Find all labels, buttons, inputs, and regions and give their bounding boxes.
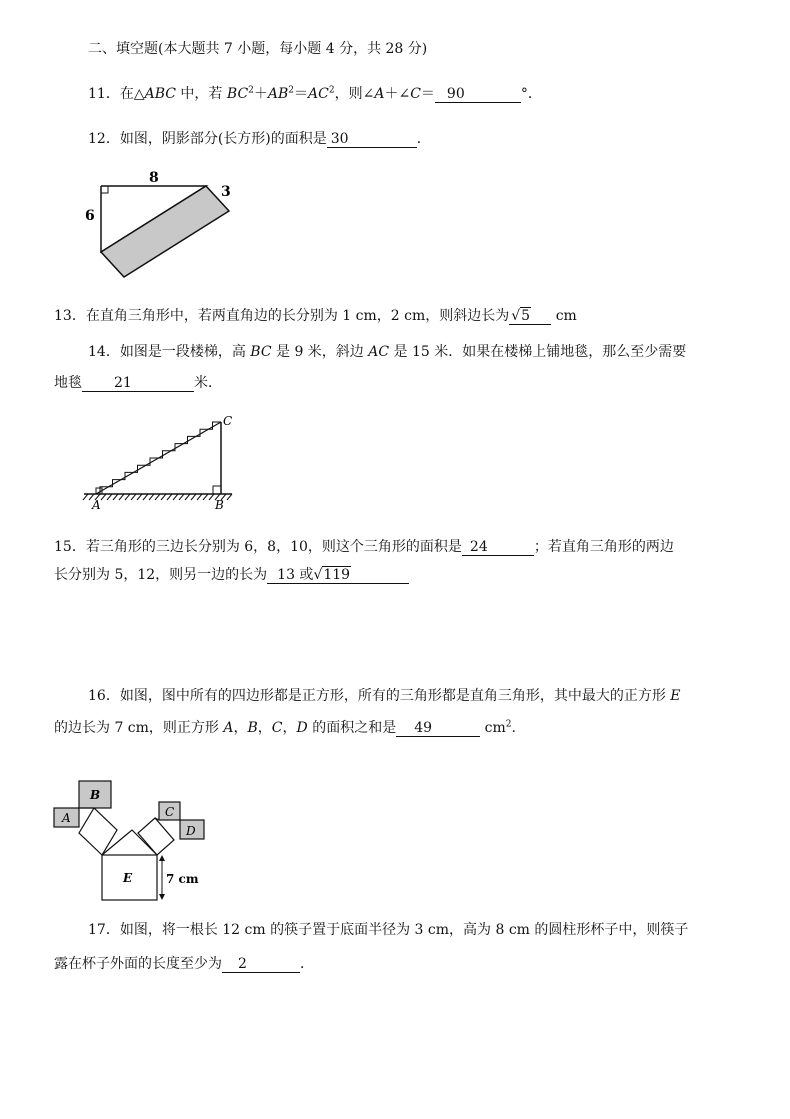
q14-label-b: B [215,498,224,512]
q11-exp: 2 [328,85,335,96]
q14-text: 是 15 米．如果在楼梯上铺地毯，那么至少需要 [389,344,687,360]
hatch-mark [197,494,202,500]
q12-label-top: 8 [149,170,159,186]
q16-text: 如图，图中所有的四边形都是正方形，所有的三角形都是直角三角形，其中最大的正方形 [119,688,671,704]
question-17 [88,921,688,939]
hatch-mark [191,494,196,500]
q16-label-c: C [165,805,175,819]
q17-text: 露在杯子外面的长度至少为 [54,956,222,972]
q14-number: 14． [88,344,120,360]
question-14-line2 [54,374,222,392]
q16-label-d: D [186,824,196,838]
q13-number: 13． [54,308,86,324]
q16-arrow-head-up [159,855,165,861]
q11-number: 11． [88,86,120,102]
q14-bc: BC [250,344,272,360]
q11-text: ，则∠ [334,86,375,102]
question-16-line2 [54,719,516,737]
q14-staircase-figure [84,412,244,512]
hatch-mark [107,494,112,500]
hatch-mark [137,494,142,500]
q16-answer-blank [396,720,480,737]
q16-answer: 49 [414,720,433,736]
q15-number: 15． [54,539,86,555]
q17-answer: 2 [238,956,247,972]
q16-label-e: E [123,871,133,885]
q11-text: ＋ [253,86,268,102]
q12-answer-blank [327,131,417,148]
q14-text: 米． [194,375,222,391]
question-17-line2 [54,955,314,973]
q11-tail: °． [520,86,542,102]
q16-label-a: A [62,811,71,825]
section-title-text: 二、填空题(本大题共 7 小题，每小题 4 分，共 28 分) [88,41,428,57]
q11-bc: BC [226,86,249,102]
q15-answer1-blank [462,539,534,556]
q16-sep: ， [282,720,297,736]
hatch-mark [149,494,154,500]
q14-ac: AC [368,344,390,360]
q14-text: 如图是一段楼梯，高 [119,344,251,360]
q16-arrow-head-down [159,894,165,900]
question-14 [88,343,686,361]
q11-angle-c: C [410,86,421,102]
hatch-mark [119,494,124,500]
q16-text: 的边长为 7 cm，则正方形 [54,720,224,736]
q13-answer-blank [509,308,551,325]
q12-label-right: 3 [221,184,231,200]
hatch-mark [185,494,190,500]
hatch-mark [101,494,106,500]
q15-answer2: 13 或 [277,567,314,583]
q16-d: D [296,720,308,736]
hatch-mark [203,494,208,500]
q11-ab: AB [267,86,289,102]
q16-sep: ， [257,720,272,736]
q13-answer-sqrt: √5 [511,308,531,324]
q11-answer: 90 [446,86,465,102]
q14-answer-blank [82,375,194,392]
q16-sep: ， [233,720,248,736]
hatch-mark [227,494,232,500]
q12-number: 12． [88,131,120,147]
q12-figure [82,168,232,278]
hatch-mark [179,494,184,500]
q12-answer: 30 [330,131,349,147]
q15-answer2-sqrt: √119 [313,567,351,583]
q11-exp: 2 [288,85,295,96]
hatch-mark [173,494,178,500]
question-11 [88,85,542,103]
hatch-mark [113,494,118,500]
q11-exp: 2 [248,85,254,96]
hatch-mark [83,494,88,500]
q17-number: 17． [88,922,120,938]
q17-answer-blank [222,956,300,973]
q12-shaded-rectangle [101,186,229,277]
q16-label-b: B [90,788,101,802]
q16-tail: . [511,720,516,736]
q15-text: 若三角形的三边长分别为 6，8，10，则这个三角形的面积是 [85,539,462,555]
q16-unit: cm [484,720,506,736]
q13-unit: cm [555,308,577,324]
q14-text: 地毯 [54,375,82,391]
q11-text: 在△ [119,86,145,102]
hatch-mark [131,494,136,500]
q15-radicand: 119 [323,567,351,583]
q11-text: ＝ [420,86,435,102]
section-title [88,40,427,58]
q15-answer1: 24 [469,539,488,555]
question-15 [54,538,674,556]
q17-text: 如图，将一根长 12 cm 的筷子置于底面半径为 3 cm，高为 8 cm 的圆柱形杯子中，则筷子 [119,922,689,938]
q14-answer: 21 [114,375,132,391]
q13-radicand: 5 [521,308,531,324]
q12-label-left: 6 [85,208,95,224]
q16-c: C [271,720,283,736]
q14-right-angle-b [213,486,221,494]
hatch-mark [143,494,148,500]
q17-tail: ． [300,956,314,972]
q16-text: 的面积之和是 [307,720,397,736]
hatch-mark [161,494,166,500]
question-16 [88,687,681,705]
q11-text: ＝ [294,86,309,102]
q16-e: E [670,688,681,704]
question-15-line2 [54,566,409,584]
q11-abc: ABC [144,86,176,102]
question-12 [88,130,431,148]
q16-squares-figure [52,778,212,903]
q11-answer-blank [435,86,521,103]
q11-ac: AC [308,86,329,102]
q16-number: 16． [88,688,120,704]
q11-text: 中，若 [175,86,227,102]
q11-angle-a: A [374,86,385,102]
q12-tail: ． [416,131,431,147]
hatch-mark [167,494,172,500]
q14-label-a: A [92,498,101,512]
q13-text: 在直角三角形中，若两直角边的长分别为 1 cm，2 cm，则斜边长为 [85,308,510,324]
q12-text: 如图，阴影部分(长方形)的面积是 [119,131,327,147]
q15-answer2-blank [267,567,409,584]
q14-ground-hatch [83,494,232,500]
q15-text: ；若直角三角形的两边 [533,539,674,555]
q15-text: 长分别为 5，12，则另一边的长为 [54,567,268,583]
q14-label-c: C [223,414,233,428]
q16-unit-exp: 2 [505,719,512,730]
q14-text: 是 9 米，斜边 [271,344,369,360]
q12-right-angle-mark [101,186,108,193]
q16-right-square [138,818,174,855]
q11-text: ＋∠ [384,86,411,102]
q16-b: B [247,720,258,736]
hatch-mark [209,494,214,500]
q16-dimension-label: 7 cm [166,872,199,886]
hatch-mark [155,494,160,500]
q16-a: A [223,720,234,736]
question-13 [54,307,577,325]
hatch-mark [125,494,130,500]
